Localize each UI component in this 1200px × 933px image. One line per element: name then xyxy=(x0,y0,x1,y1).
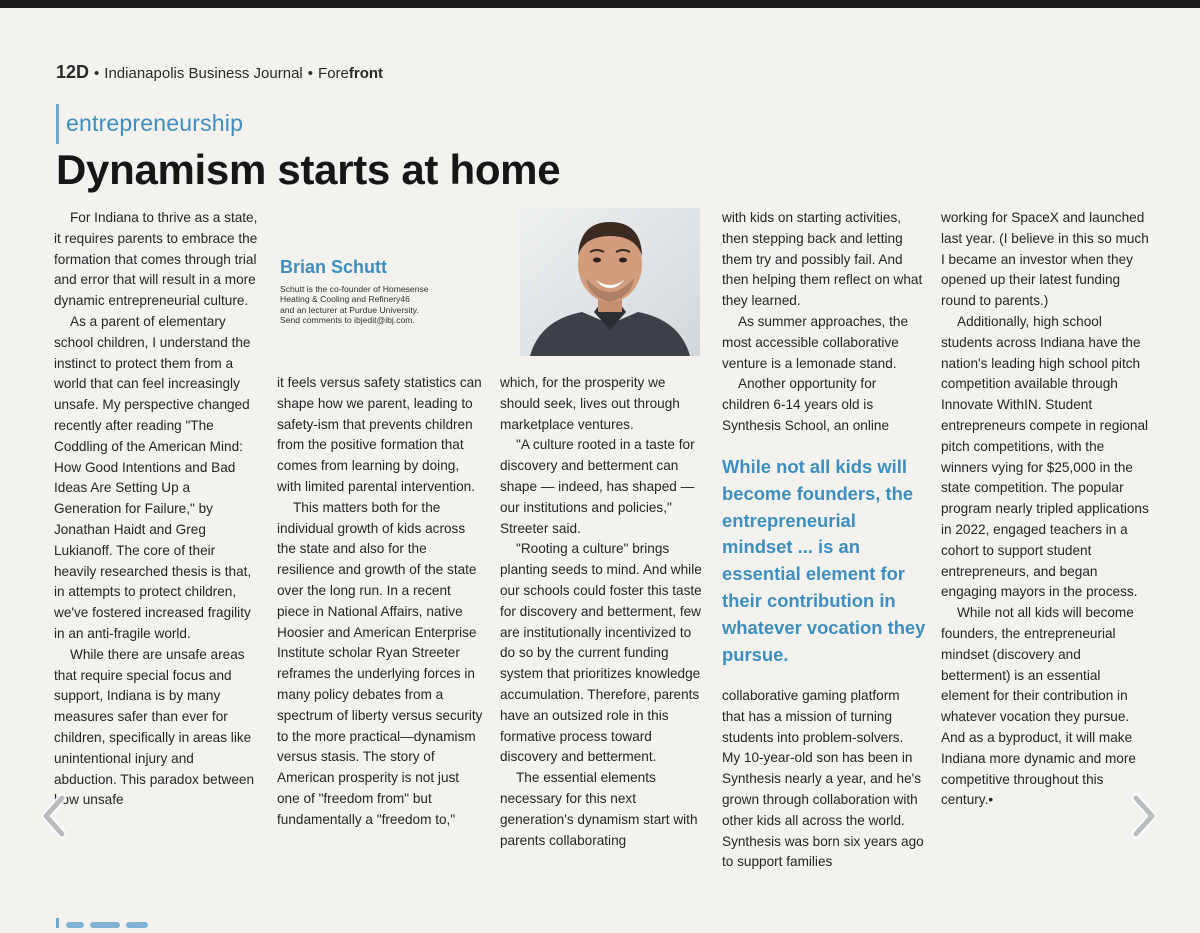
header-separator: • xyxy=(94,65,100,82)
top-edge-bar xyxy=(0,0,1200,8)
paragraph: While not all kids will become founders, the entrepreneurial mindset (discovery and betterment) is an essential element for their contribution in whatever vocation they pursue. And as a byproduct, it will make Indiana more dynamic and more competitive throughout this century.• xyxy=(941,605,1136,808)
article-column-1 xyxy=(54,208,259,811)
paragraph: "A culture rooted in a taste for discovery and betterment can shape — indeed, has shaped —our institutions and policies," Streeter said. xyxy=(500,437,695,536)
section-name-prefix: Fore xyxy=(318,65,349,82)
article-column-3 xyxy=(500,373,704,851)
header-separator: • xyxy=(307,65,314,82)
author-box xyxy=(276,208,704,360)
publication-name: Indianapolis Business Journal xyxy=(104,65,303,82)
author-bio-line: Send comments to ibjedit@ibj.com. xyxy=(280,315,415,326)
pull-quote: While not all kids will become founders, the entrepreneurial mindset ... is an essential element for their contribution in whatever vocation they pursue. xyxy=(722,456,926,665)
author-bio-line: and an lecturer at Purdue University. xyxy=(280,304,419,315)
author-photo xyxy=(520,208,700,356)
author-bio-line: Heating & Cooling and Refinery46 xyxy=(280,294,410,305)
chevron-left-icon xyxy=(38,792,72,840)
author-bio xyxy=(280,284,480,326)
paragraph: As summer approaches, the most accessible collaborative venture is a lemonade stand. xyxy=(722,313,909,371)
article-column-2 xyxy=(277,373,485,831)
article-headline: Dynamism starts at home xyxy=(56,146,561,193)
paragraph: with kids on starting activities, then stepping back and letting them try and possibly fail. And then helping them reflect on what they learned. xyxy=(722,210,923,309)
paragraph: As a parent of elementary school children, I understand the instinct to protect them from a world that can feel increasingly unsafe. My perspective changed recently after reading "The Coddling of the American Mind: How Good Intentions and Bad Ideas Are Setting Up a Generation for Failure," by Jonathan Haidt and Greg Lukianoff. The core of their heavily researched thesis is that, in attempts to protect children, we've fostered increased fragility in an anti-fragile world. xyxy=(54,313,252,641)
paragraph: The essential elements necessary for this next generation's dynamism start with parents collaborating xyxy=(500,770,698,848)
paragraph: "Rooting a culture" brings planting seeds to mind. And while our schools could foster this taste for discovery and betterment, few are institutionally incentivized to do so by the current funding system that prioritizes knowledge accumulation. Therefore, parents have an outsized role in this formative process toward discovery and betterment. xyxy=(500,541,702,765)
paragraph: For Indiana to thrive as a state, it requires parents to embrace the formation that comes through trial and error that will result in a more dynamic entrepreneurial culture. xyxy=(54,210,258,309)
running-header xyxy=(56,62,383,83)
paragraph: working for SpaceX and launched last year. (I believe in this so much I became an investor when they opened up their latest funding round to parents.) xyxy=(941,210,1149,309)
page-number: 12D xyxy=(56,62,90,82)
section-name-bold: front xyxy=(348,65,384,82)
category-rule xyxy=(56,104,59,144)
article-column-4-top xyxy=(722,208,924,437)
paragraph: Another opportunity for children 6-14 years old is Synthesis School, an online xyxy=(722,376,890,433)
chevron-right-icon xyxy=(1126,792,1160,840)
paragraph: collaborative gaming platform that has a mission of turning students into problem-solvers. My 10-year-old son has been in Synthesis nearly a year, and he's grown through collaboration with other kids all across the world. Synthesis was born six years ago to support families xyxy=(722,688,924,870)
article-column-5 xyxy=(941,208,1151,811)
author-name: Brian Schutt xyxy=(280,257,388,277)
author-bio-line: Schutt is the co-founder of Homesense xyxy=(280,284,429,294)
next-article-heading-fragment xyxy=(56,912,206,928)
paragraph: Additionally, high school students across Indiana have the nation's leading high school pitch competition available through Innovate WithIN. Student entrepreneurs compete in regional pitch competitions, with the winners vying for $25,000 in the state competition. The popular program nearly tripled applications in 2022, engaged teachers in a cohort to support student entrepreneurs, and began engaging mayors in the process. xyxy=(941,313,1149,600)
article-category: entrepreneurship xyxy=(66,110,244,136)
paragraph: it feels versus safety statistics can shape how we parent, leading to safety-ism that prevents children from the positive formation that comes from learning by doing, with limited parental intervention. xyxy=(277,375,482,494)
article-column-4-bottom xyxy=(722,686,924,873)
paragraph: This matters both for the individual growth of kids across the state and also for the resilience and growth of the state over the long run. In a recent piece in National Affairs, native Hoosier and American Enterprise Institute scholar Ryan Streeter reframes the underlying forces in many policy debates from a spectrum of liberty versus security to the more practical—dynamism versus stasis. The story of American prosperity is not just one of "freedom from" but fundamentally a "freedom to," xyxy=(277,499,483,827)
next-page-button[interactable] xyxy=(1126,792,1160,840)
paragraph: which, for the prosperity we should seek, lives out through marketplace ventures. xyxy=(500,375,680,432)
previous-page-button[interactable] xyxy=(38,792,72,840)
paragraph: While there are unsafe areas that require special focus and support, Indiana is by many measures safer than ever for children, specifically in areas like unintentional injury and abduction. This paradox between how unsafe xyxy=(54,646,255,808)
